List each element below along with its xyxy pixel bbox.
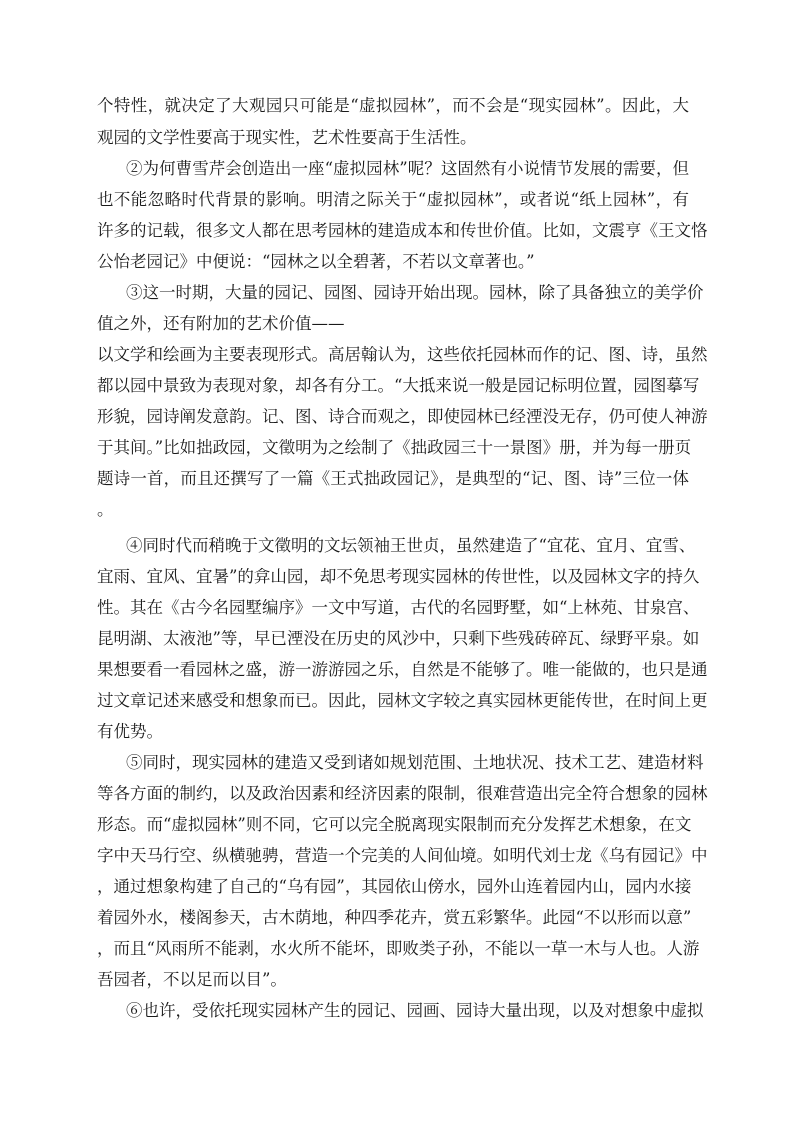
text-line: 昆明湖、太液池”等，早已湮没在历史的风沙中，只剩下些残砖碎瓦、绿野平泉。如 bbox=[97, 629, 700, 648]
text-line: ，而且“风雨所不能剥，水火所不能坏，即败类子孙，不能以一草一木与人也。人游 bbox=[97, 939, 700, 958]
text-line: 吾园者，不以足而以目”。 bbox=[97, 970, 287, 989]
text-line: ，通过想象构建了自己的“乌有园”，其园依山傍水，园外山连着园内山，园内水接 bbox=[97, 877, 692, 896]
text-line: 宜雨、宜风、宜暑”的弇山园，却不免思考现实园林的传世性，以及园林文字的持久 bbox=[97, 567, 700, 586]
text-line: 个特性，就决定了大观园只可能是“虚拟园林”，而不会是“现实园林”。因此，大 bbox=[97, 96, 689, 115]
text-line: 形貌，园诗阐发意韵。记、图、诗合而观之，即使园林已经湮没无存，仍可使人神游 bbox=[97, 407, 708, 426]
text-line: 字中天马行空、纵横驰骋，营造一个完美的人间仙境。如明代刘士龙《乌有园记》中 bbox=[97, 846, 708, 865]
text-line: 果想要看一看园林之盛，游一游游园之乐，自然是不能够了。唯一能做的，也只是通 bbox=[97, 660, 708, 679]
text-line: 题诗一首，而且还撰写了一篇《王式拙政园记》，是典型的“记、图、诗”三位一体 bbox=[97, 469, 689, 488]
text-line: 许多的记载，很多文人都在思考园林的建造成本和传世价值。比如，文震亨《王文恪 bbox=[97, 221, 708, 240]
text-line: 以文学和绘画为主要表现形式。高居翰认为，这些依托园林而作的记、图、诗，虽然 bbox=[97, 345, 708, 364]
paragraph-5-start: ⑤同时，现实园林的建造又受到诸如规划范围、土地状况、技术工艺、建造材料 bbox=[126, 753, 704, 772]
paragraph-3-start: ③这一时期，大量的园记、园图、园诗开始出现。园林，除了具备独立的美学价 bbox=[126, 283, 704, 302]
text-line: 也不能忽略时代背景的影响。明清之际关于“虚拟园林”，或者说“纸上园林”，有 bbox=[97, 190, 689, 209]
text-line: 值之外，还有附加的艺术价值—— bbox=[97, 314, 345, 333]
text-line: 公怡老园记》中便说：“园林之以全碧著，不若以文章著也。” bbox=[97, 252, 535, 271]
text-line: 观园的文学性要高于现实性，艺术性要高于生活性。 bbox=[97, 128, 477, 147]
text-line: 过文章记述来感受和想象而已。因此，园林文字较之真实园林更能传世，在时间上更 bbox=[97, 691, 708, 710]
text-line: 都以园中景致为表现对象，却各有分工。“大抵来说一般是园记标明位置，园图摹写 bbox=[97, 376, 700, 395]
text-line: 形态。而“虚拟园林”则不同，它可以完全脱离现实限制而充分发挥艺术想象，在文 bbox=[97, 815, 692, 834]
paragraph-4-start: ④同时代而稍晚于文徵明的文坛领袖王世贞，虽然建造了“宜花、宜月、宜雪、 bbox=[126, 536, 696, 555]
text-line: 于其间。”比如拙政园，文徵明为之绘制了《拙政园三十一景图》册，并为每一册页 bbox=[97, 438, 692, 457]
text-line: 。 bbox=[97, 500, 114, 519]
text-line: 有优势。 bbox=[97, 722, 163, 741]
text-line: 性。其在《古今名园墅编序》一文中写道，古代的名园野墅，如“上林苑、甘泉宫、 bbox=[97, 598, 700, 617]
text-line: 着园外水，楼阁参天，古木荫地，种四季花卉，赏五彩繁华。此园“不以形而以意” bbox=[97, 908, 692, 927]
paragraph-2-start: ②为何曹雪芹会创造出一座“虚拟园林”呢？这固然有小说情节发展的需要，但 bbox=[126, 159, 689, 178]
text-line: 等各方面的制约，以及政治因素和经济因素的限制，很难营造出完全符合想象的园林 bbox=[97, 784, 708, 803]
paragraph-6-start: ⑥也许，受依托现实园林产生的园记、园画、园诗大量出现，以及对想象中虚拟 bbox=[126, 1001, 704, 1020]
